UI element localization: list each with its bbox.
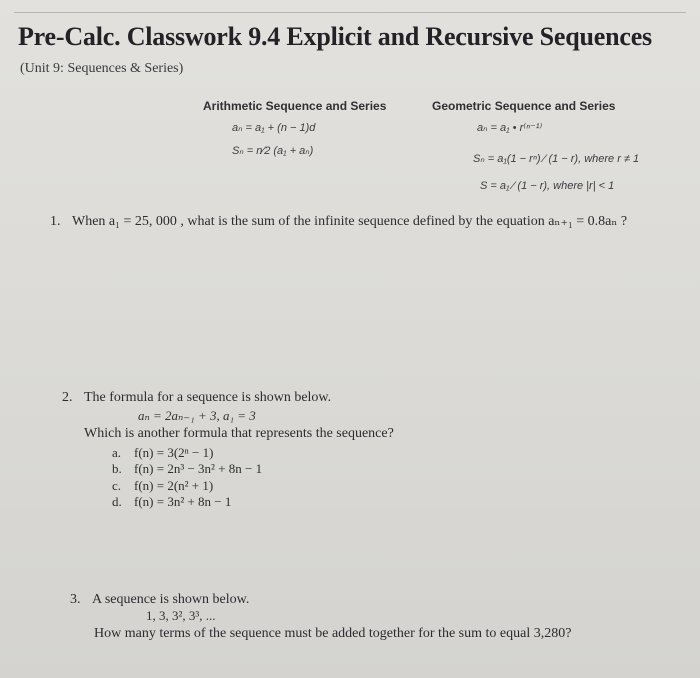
top-rule [14,12,686,13]
arithmetic-sum: Sₙ = n⁄2 (a₁ + aₙ) [232,145,314,157]
page-title: Pre-Calc. Classwork 9.4 Explicit and Recursive Sequences [18,22,652,51]
question-text: When a₁ = 25, 000 , what is the sum of the infinite sequence defined by the equation aₙ₊₁ = 0.8aₙ ? [72,214,628,229]
geometric-heading: Geometric Sequence and Series [432,99,616,113]
choice-letter: d. [112,494,122,509]
arithmetic-heading: Arithmetic Sequence and Series [203,99,387,113]
answer-choice-a[interactable] [112,445,213,461]
question-text: A sequence is shown below. [92,592,250,607]
choice-letter: a. [112,445,122,460]
question-1 [50,213,627,230]
question-number: 1. [50,214,61,229]
choice-letter: b. [112,461,122,476]
choice-text: f(n) = 2(n² + 1) [134,478,214,493]
page-subtitle: (Unit 9: Sequences & Series) [20,61,184,76]
question-2-prompt: Which is another formula that represents the sequence? [84,426,394,441]
geometric-sum: Sₙ = a₁(1 − rⁿ) ⁄ (1 − r), where r ≠ 1 [473,153,640,165]
choice-text: f(n) = 2n³ − 3n² + 8n − 1 [134,461,263,476]
geometric-nth-term: aₙ = a₁ • r⁽ⁿ⁻¹⁾ [477,122,543,134]
arithmetic-nth-term: aₙ = a₁ + (n − 1)d [232,122,316,134]
answer-choice-d[interactable] [112,494,231,510]
choice-letter: c. [112,478,122,493]
question-2-equation: aₙ = 2aₙ₋₁ + 3, a₁ = 3 [138,408,256,423]
geometric-infinite-sum: S = a₁ ⁄ (1 − r), where |r| < 1 [480,180,615,192]
answer-choice-b[interactable] [112,461,262,477]
question-2 [62,390,331,406]
choice-text: f(n) = 3(2ⁿ − 1) [134,445,214,460]
question-3 [70,592,249,608]
question-text: The formula for a sequence is shown below. [84,390,332,405]
choice-text: f(n) = 3n² + 8n − 1 [134,494,232,509]
question-number: 3. [70,592,81,607]
question-3-equation: 1, 3, 3², 3³, ... [146,608,216,623]
answer-choice-c[interactable] [112,478,213,494]
question-3-prompt: How many terms of the sequence must be added together for the sum to equal 3,280? [94,626,572,641]
question-number: 2. [62,390,73,405]
